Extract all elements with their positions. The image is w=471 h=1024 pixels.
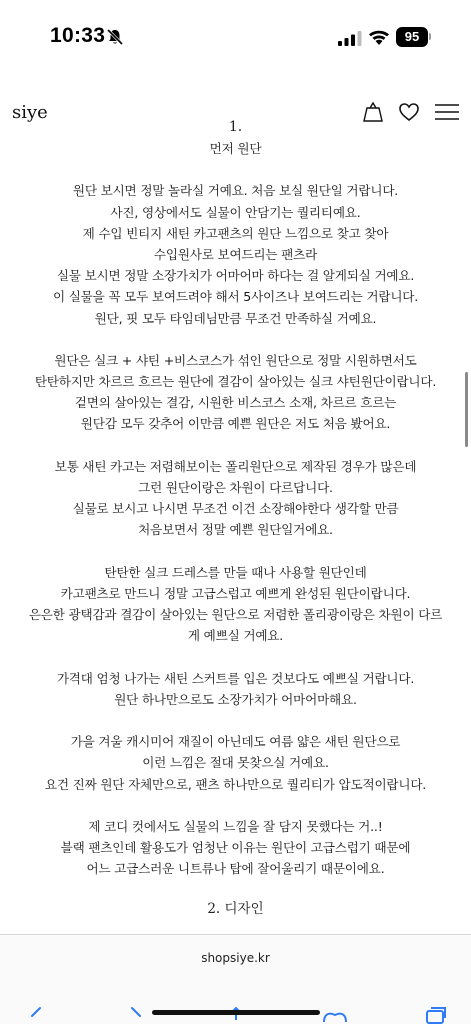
text-line: 사진, 영상에서도 실물이 안담기는 퀄리티예요. — [110, 204, 361, 220]
cellular-signal-icon — [338, 30, 362, 46]
section-1-number: 1. — [228, 119, 243, 135]
text-line: 원단감 모두 갖추어 이만큼 예쁜 원단은 저도 처음 봤어요. — [80, 416, 391, 432]
status-time: 10:33 — [50, 24, 106, 47]
share-icon[interactable] — [223, 1006, 249, 1024]
text-line: 원단은 실크 + 샤틴 +비스코스가 섞인 원단으로 정말 시원하면서도 — [54, 352, 417, 368]
text-line: 그런 원단이랑은 차원이 다르답니다. — [138, 480, 333, 495]
text-line: 탄탄한 실크 드레스를 만들 때나 사용할 원단인데 — [104, 564, 367, 580]
paragraph-4 — [0, 562, 471, 647]
text-line: 은은한 광택감과 결감이 살아있는 원단으로 저렴한 폴리광이랑은 차원이 다르 — [28, 607, 443, 623]
text-line: 겉면의 살아있는 결감, 시원한 비스코스 소재, 차르르 흐르는 — [74, 395, 397, 411]
text-line: 처음보면서 정말 예쁜 원단일거에요. — [138, 522, 333, 538]
section-2-title: 2. 디자인 — [207, 901, 264, 917]
text-line: 어느 고급스러운 니트류나 탑에 잘어울리기 때문이에요. — [86, 861, 385, 877]
section-1-title: 먼저 원단 — [209, 141, 262, 156]
text-line: 원단 보시면 정말 놀라실 거예요. 처음 보실 원단일 거랍니다. — [72, 183, 399, 199]
bookmarks-icon[interactable] — [322, 1006, 348, 1024]
forward-icon[interactable] — [124, 1006, 150, 1024]
text-line: 요건 진짜 원단 자체만으로, 팬츠 하나만으로 퀄리티가 압도적이랍니다. — [44, 776, 427, 792]
text-line: 제 코디 컷에서도 실물의 느낌을 잘 담지 못했다는 거..! — [88, 819, 383, 834]
text-line: 이런 느낌은 절대 못찾으실 거예요. — [142, 755, 329, 771]
paragraph-3 — [0, 456, 471, 541]
battery-indicator: 95 — [396, 27, 428, 47]
paragraph-1 — [0, 180, 471, 328]
text-line: 원단 하나만으로도 소장가치가 어마어마해요. — [114, 691, 357, 707]
text-line: 탄탄하지만 차르르 흐르는 원단에 결감이 살아있는 실크 샤틴원단이랍니다. — [34, 374, 437, 390]
text-line: 게 예쁘실 거예요. — [187, 628, 284, 644]
text-line: 가격대 엄청 나가는 새틴 스커트를 입은 것보다도 예쁘실 거랍니다. — [56, 670, 415, 686]
paragraph-7 — [0, 816, 471, 880]
paragraph-2 — [0, 350, 471, 435]
text-line: 블랙 팬츠인데 활용도가 엄청난 이유는 원단이 고급스럽기 때문에 — [60, 840, 411, 856]
text-line: 카고팬츠로 만드니 정말 고급스럽고 예쁘게 완성된 원단이랍니다. — [60, 585, 411, 601]
text-line: 보통 새틴 카고는 저렴해보이는 폴리원단으로 제작된 경우가 많은데 — [54, 458, 417, 474]
text-line: 제 수입 빈티지 새틴 카고팬츠의 원단 느낌으로 찾고 찾아 — [82, 225, 389, 241]
tabs-icon[interactable] — [422, 1006, 448, 1024]
paragraph-5 — [0, 668, 471, 710]
status-bar — [0, 0, 471, 78]
text-line: 수입원사로 보여드리는 팬츠라 — [153, 246, 318, 262]
url-text[interactable]: shopsiye.kr — [201, 951, 270, 965]
text-line: 가을 겨울 캐시미어 재질이 아닌데도 여름 얇은 새틴 원단으로 — [70, 734, 401, 750]
scrollbar[interactable] — [465, 372, 468, 447]
brand-logo[interactable]: siye — [12, 102, 48, 123]
bell-slash-icon — [106, 28, 124, 46]
text-line: 실물로 보시고 나시면 무조건 이건 소장해야한다 생각할 만큼 — [72, 501, 399, 517]
wifi-icon — [368, 28, 390, 46]
paragraph-6 — [0, 731, 471, 795]
text-line: 이 실물을 꼭 모두 보여드려야 해서 5사이즈나 보여드리는 거랍니다. — [52, 289, 419, 305]
text-line: 실물 보시면 정말 소장가치가 어마어마 하다는 걸 알게되실 거예요. — [56, 268, 415, 284]
battery-cap — [429, 33, 431, 40]
home-indicator — [152, 1010, 320, 1015]
back-icon[interactable] — [24, 1006, 50, 1024]
product-description — [0, 116, 471, 880]
text-line: 원단, 핏 모두 타임데님만큼 무조건 만족하실 거예요. — [94, 310, 377, 326]
